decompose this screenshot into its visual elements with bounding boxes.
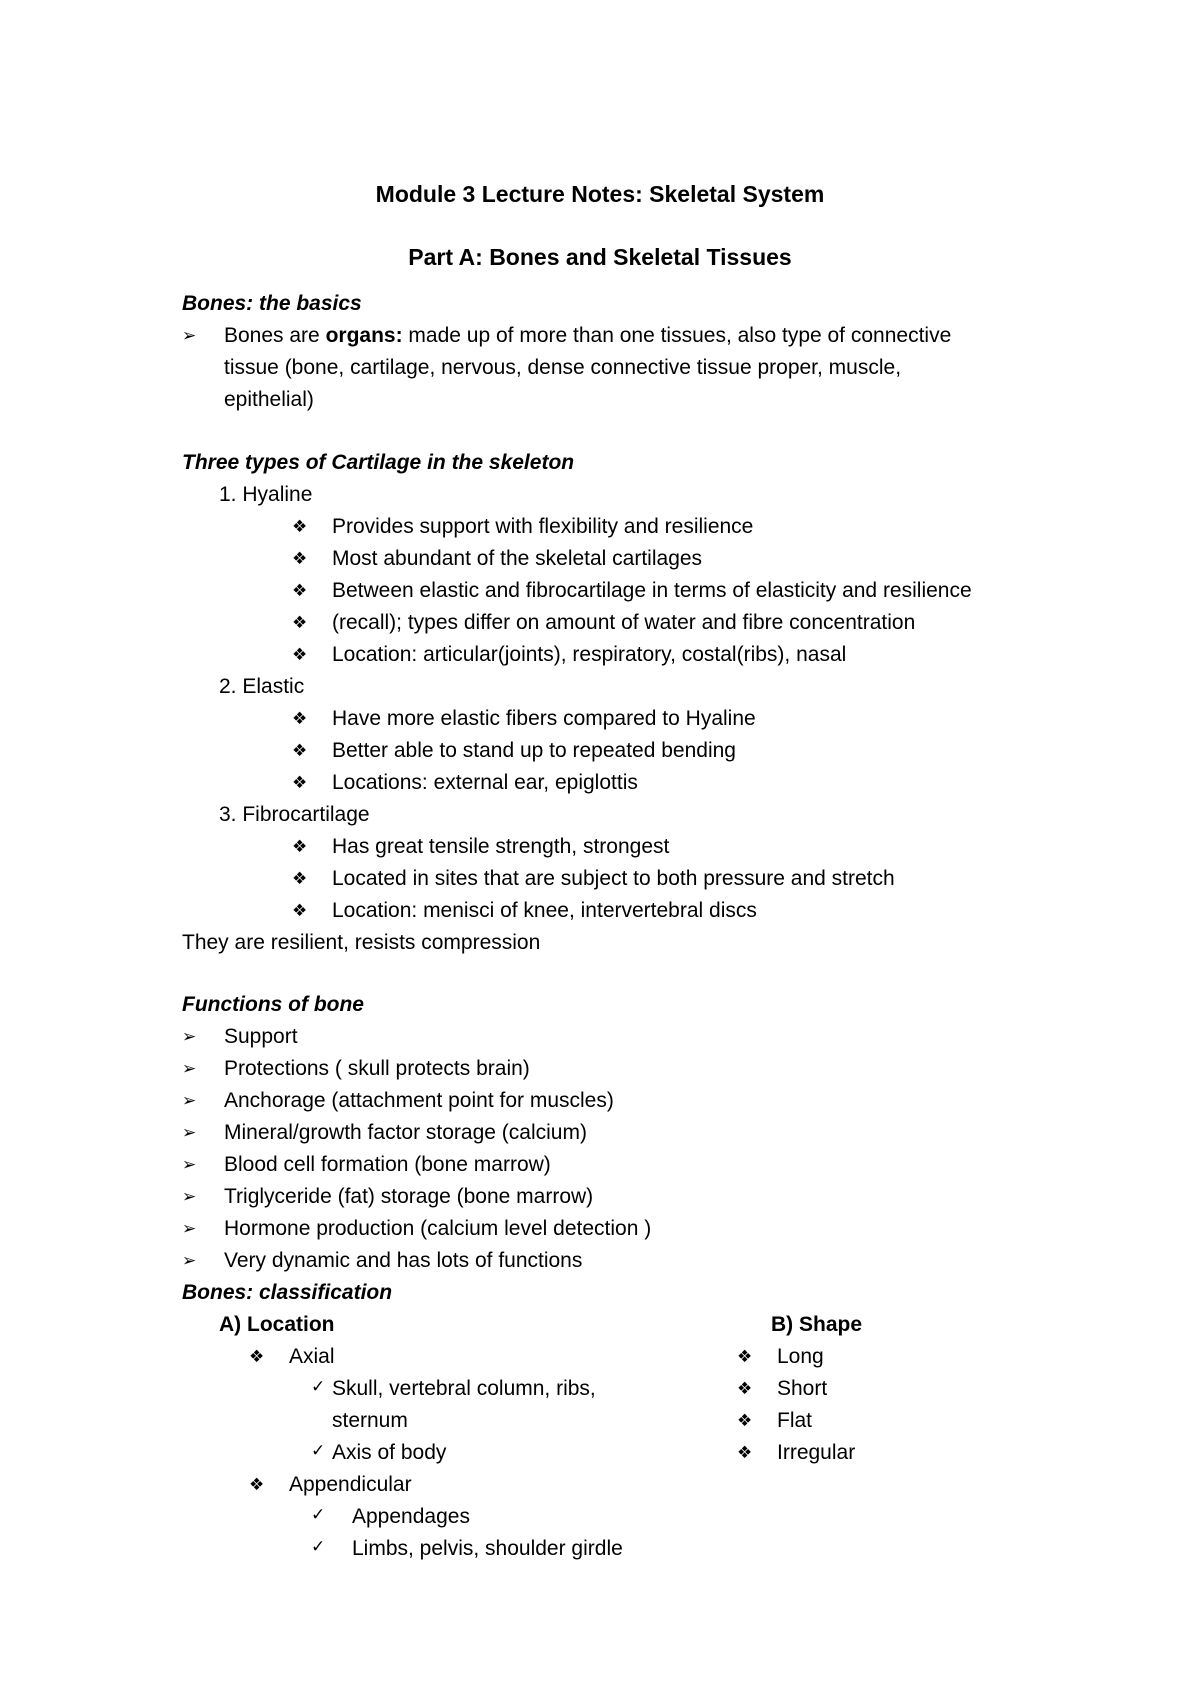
list-item: Axis of body [332, 1441, 447, 1464]
list-item: Flat [777, 1409, 813, 1432]
diamond-bullet-icon: ❖ [292, 773, 308, 792]
list-item: Located in sites that are subject to both pressure and stretch [332, 867, 895, 890]
location-appendicular: Appendicular [289, 1473, 412, 1496]
section-heading-basics: Bones: the basics [182, 292, 362, 315]
diamond-bullet-icon: ❖ [292, 837, 308, 856]
list-item: Triglyceride (fat) storage (bone marrow) [224, 1185, 594, 1208]
list-item: Protections ( skull protects brain) [224, 1057, 530, 1080]
arrow-bullet-icon: ➢ [182, 1187, 197, 1206]
diamond-bullet-icon: ❖ [292, 549, 308, 568]
list-item: Skull, vertebral column, ribs, [332, 1377, 596, 1400]
list-item: Appendages [352, 1505, 470, 1528]
list-item: Blood cell formation (bone marrow) [224, 1153, 551, 1176]
diamond-bullet-icon: ❖ [292, 645, 308, 664]
cartilage-summary: They are resilient, resists compression [182, 931, 541, 954]
basics-line-3: epithelial) [224, 388, 314, 411]
arrow-bullet-icon: ➢ [182, 1091, 197, 1110]
diamond-bullet-icon: ❖ [292, 901, 308, 920]
check-icon: ✓ [311, 1505, 326, 1524]
list-item: Very dynamic and has lots of functions [224, 1249, 583, 1272]
list-item: Mineral/growth factor storage (calcium) [224, 1121, 587, 1144]
section-heading-functions: Functions of bone [182, 993, 364, 1016]
diamond-bullet-icon: ❖ [292, 613, 308, 632]
list-item: Have more elastic fibers compared to Hyaline [332, 707, 756, 730]
list-item: Most abundant of the skeletal cartilages [332, 547, 703, 570]
list-item: Long [777, 1345, 824, 1368]
basics-line-2: tissue (bone, cartilage, nervous, dense connective tissue proper, muscle, [224, 356, 902, 379]
list-item: sternum [332, 1409, 408, 1432]
check-icon: ✓ [311, 1441, 326, 1460]
list-item: Short [777, 1377, 828, 1400]
diamond-bullet-icon: ❖ [737, 1347, 753, 1366]
diamond-bullet-icon: ❖ [737, 1379, 753, 1398]
section-heading-cartilage: Three types of Cartilage in the skeleton [182, 451, 575, 474]
diamond-bullet-icon: ❖ [249, 1347, 265, 1366]
section-heading-classification: Bones: classification [182, 1281, 393, 1304]
list-item: Irregular [777, 1441, 856, 1464]
diamond-bullet-icon: ❖ [292, 517, 308, 536]
cartilage-type-hyaline: 1. Hyaline [219, 483, 313, 506]
list-item: Provides support with flexibility and resilience [332, 515, 754, 538]
list-item: Has great tensile strength, strongest [332, 835, 670, 858]
diamond-bullet-icon: ❖ [292, 709, 308, 728]
check-icon: ✓ [311, 1377, 326, 1396]
arrow-bullet-icon: ➢ [182, 1219, 197, 1238]
diamond-bullet-icon: ❖ [737, 1443, 753, 1462]
arrow-bullet-icon: ➢ [182, 1251, 197, 1270]
cartilage-type-fibrocartilage: 3. Fibrocartilage [219, 803, 370, 826]
arrow-bullet-icon: ➢ [182, 1123, 197, 1142]
arrow-bullet-icon: ➢ [182, 1027, 197, 1046]
basics-text: Bones are [224, 324, 326, 347]
diamond-bullet-icon: ❖ [292, 581, 308, 600]
list-item: Better able to stand up to repeated bending [332, 739, 736, 762]
list-item: Hormone production (calcium level detection ) [224, 1217, 652, 1240]
page-subtitle: Part A: Bones and Skeletal Tissues [408, 244, 792, 270]
diamond-bullet-icon: ❖ [737, 1411, 753, 1430]
classification-shape-label: B) Shape [771, 1313, 863, 1336]
list-item: Between elastic and fibrocartilage in terms of elasticity and resilience [332, 579, 972, 602]
arrow-bullet-icon: ➢ [182, 1155, 197, 1174]
list-item: (recall); types differ on amount of water and fibre concentration [332, 611, 916, 634]
page-title: Module 3 Lecture Notes: Skeletal System [375, 181, 825, 207]
basics-text: made up of more than one tissues, also type of connective [402, 324, 952, 347]
arrow-bullet-icon: ➢ [182, 326, 197, 345]
list-item: Support [224, 1025, 298, 1048]
diamond-bullet-icon: ❖ [249, 1475, 265, 1494]
list-item: Limbs, pelvis, shoulder girdle [352, 1537, 623, 1560]
basics-line-1 [224, 322, 951, 350]
list-item: Location: menisci of knee, intervertebral discs [332, 899, 757, 922]
basics-bold-term: organs: [325, 324, 403, 347]
classification-location-label: A) Location [219, 1313, 335, 1336]
location-axial: Axial [289, 1345, 335, 1368]
list-item: Anchorage (attachment point for muscles) [224, 1089, 614, 1112]
arrow-bullet-icon: ➢ [182, 1059, 197, 1078]
list-item: Location: articular(joints), respiratory, costal(ribs), nasal [332, 643, 847, 666]
diamond-bullet-icon: ❖ [292, 741, 308, 760]
list-item: Locations: external ear, epiglottis [332, 771, 638, 794]
diamond-bullet-icon: ❖ [292, 869, 308, 888]
check-icon: ✓ [311, 1537, 326, 1556]
cartilage-type-elastic: 2. Elastic [219, 675, 305, 698]
